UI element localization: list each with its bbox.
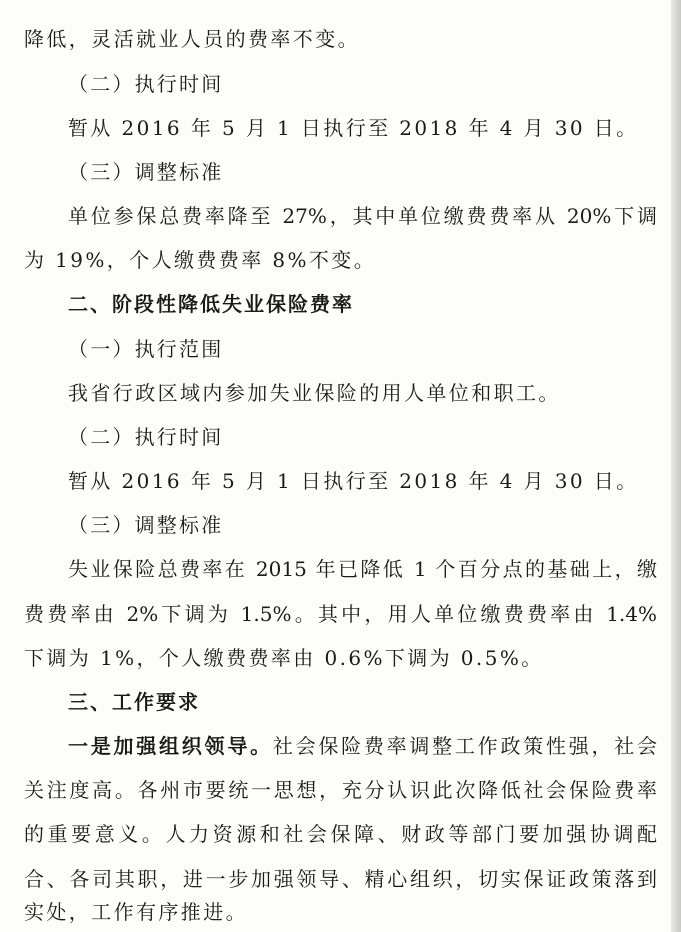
paragraph-line [68,731,657,761]
paragraph-line: 单位参保总费率降至 27%，其中单位缴费费率从 20%下调 [68,204,657,228]
paragraph-line: 实处，工作有序推进。 [24,900,248,924]
paragraph-line: 关注度高。各州市要统一思想，充分认识此次降低社会保险费率 [24,778,657,802]
paragraph-text: 社会保险费率调整工作政策性强，社会 [272,734,658,758]
paragraph-line: 失业保险总费率在 2015 年已降低 1 个百分点的基础上，缴 [68,557,657,581]
paragraph-lead: 一是加强组织领导。 [68,734,273,758]
paragraph-line: 降低，灵活就业人员的费率不变。 [24,27,360,51]
paragraph-line: 暂从 2016 年 5 月 1 日执行至 2018 年 4 月 30 日。 [68,469,639,493]
subsection-heading: （三）调整标准 [68,513,224,537]
paragraph-line: 合、各司其职，进一步加强领导、精心组织，切实保证政策落到 [24,867,657,891]
subsection-heading: （三）调整标准 [68,160,224,184]
paragraph-line: 我省行政区域内参加失业保险的用人单位和职工。 [68,381,561,405]
subsection-heading: （二）执行时间 [68,72,224,96]
page-edge-shadow [671,0,681,932]
subsection-heading: （一）执行范围 [68,337,224,361]
paragraph-line: 的重要意义。人力资源和社会保障、财政等部门要加强协调配 [24,822,657,846]
section-heading: 三、工作要求 [68,690,200,714]
section-heading: 二、阶段性降低失业保险费率 [68,292,354,316]
paragraph-line: 下调为 1%，个人缴费费率由 0.6%下调为 0.5%。 [24,646,544,670]
paragraph-line: 暂从 2016 年 5 月 1 日执行至 2018 年 4 月 30 日。 [68,116,639,140]
paragraph-line: 为 19%，个人缴费费率 8%不变。 [24,248,377,272]
paragraph-line: 费费率由 2%下调为 1.5%。其中，用人单位缴费费率由 1.4% [24,602,657,626]
subsection-heading: （二）执行时间 [68,425,224,449]
